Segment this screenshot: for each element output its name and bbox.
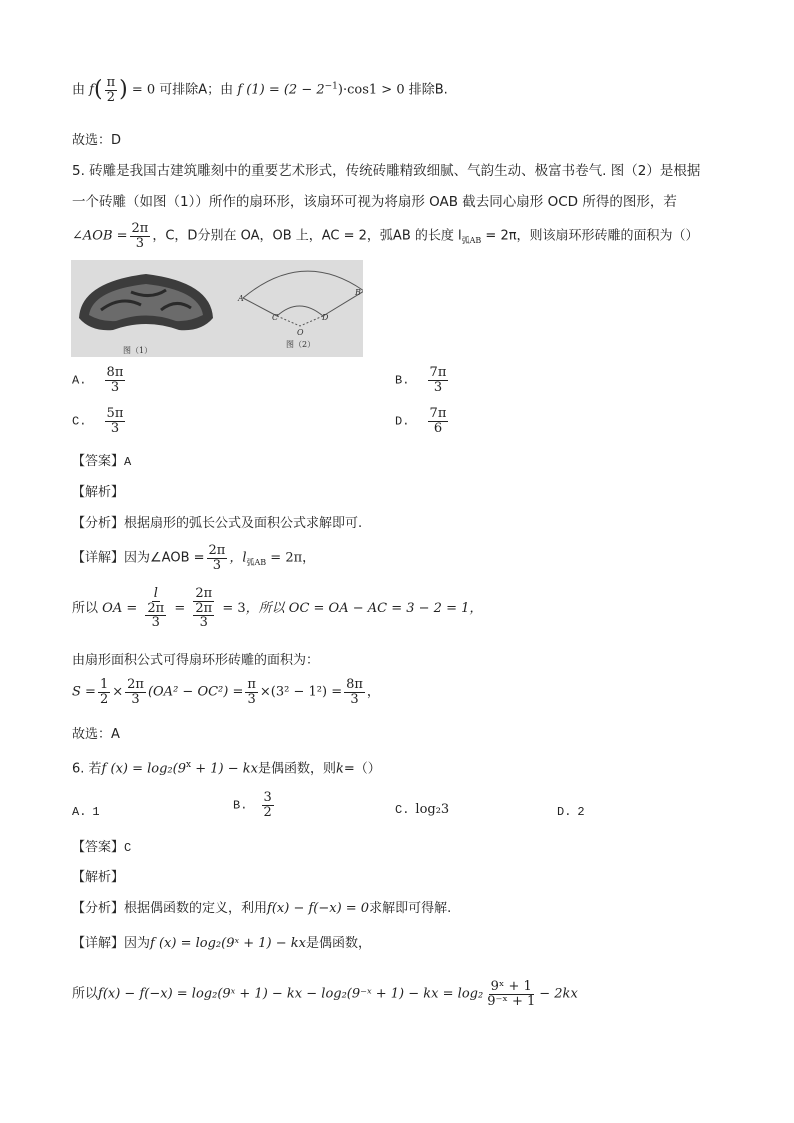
q5-option-c[interactable]: C. $\frac{5\pi}{3}$ (72, 406, 124, 436)
text: 排除B. (408, 82, 448, 98)
q5-fenxi: 【分析】根据扇形的弧长公式及面积公式求解即可. (72, 516, 363, 531)
q5-option-d[interactable]: D. $\frac{7\pi}{6}$ (395, 406, 447, 436)
brick-carving-image (79, 274, 213, 330)
q5-area-text: 由扇形面积公式可得扇环形砖雕的面积为： (72, 653, 320, 668)
previous-answer: 故选：D (72, 133, 122, 148)
q6-final-line: 所以f(x) − f(−x) = log₂(9ˣ + 1) − kx − log₂(9⁻ˣ + 1) − kx = log₂ $\frac{\text{9ˣ + 1}}{\text{9⁻ˣ + 1}}$ − 2kx (72, 979, 578, 1009)
math: f (89, 82, 94, 98)
fraction: $\frac{\pi}{2}$ (106, 75, 116, 105)
sector-diagram (243, 271, 363, 326)
text: 由 (72, 82, 86, 98)
q5-stem-line2: 一个砖雕（如图（1））所作的扇环形，该扇环可视为将扇形 OAB 截去同心扇形 OCD 所得的图形，若 (72, 194, 677, 210)
q6-option-a[interactable]: A. 1 (72, 805, 100, 819)
fig1-caption: 图（1） (123, 346, 153, 355)
q5-calc-line: 所以 OA = $\frac{l}{\frac{2\pi}{3}}$ = $\frac{2\pi}{\frac{2\pi}{3}}$ = 3，所以 OC = OA − AC = 3 − 2 = 1， (72, 586, 483, 631)
q6-answer: 【答案】C (72, 840, 132, 855)
fan-figures (71, 260, 363, 357)
label-b: B (355, 288, 361, 297)
q5-option-b[interactable]: B. $\frac{7\pi}{3}$ (395, 365, 447, 395)
label-d: D (322, 313, 329, 322)
q5-stem-line3: ∠AOB = $\frac{2\pi}{3}$ ，C，D分别在 OA，OB 上，AC = 2，弧AB 的长度 $l_{弧AB} = 2\pi$，则该扇环形砖雕的面积为（） (72, 221, 699, 251)
q5-analysis-tag: 【解析】 (72, 485, 125, 500)
label-a: A (238, 294, 244, 303)
q5-stem-line1: 5. 砖雕是我国古建筑雕刻中的重要艺术形式，传统砖雕精致细腻、气韵生动、极富书卷气. 图（2）是根据 (72, 163, 701, 179)
label-o: O (297, 328, 304, 337)
math: = 0 (127, 82, 156, 98)
math: )·cos1 > 0 (337, 82, 405, 98)
q6-detail: 【详解】因为f (x) = log₂(9ˣ + 1) − kx是偶函数， (72, 936, 371, 951)
q5-conclusion: 故选：A (72, 727, 120, 742)
line-prev-exclusion: 由 f( $\frac{\pi}{2}$ ) = 0 可排除A；由 f $(1) = (2 - 2^{-1})\cdot\cos 1 > 0$ 排除B. (72, 75, 448, 105)
q6-analysis-tag: 【解析】 (72, 870, 125, 885)
text: 可排除A；由 (159, 82, 234, 98)
q5-area-formula: S = $\frac{1}{2}$ × $\frac{2\pi}{3}$ (OA² − OC²) = $\frac{\pi}{3}$ ×(3² − 1²) = $\frac{8\pi}{3}$ ， (72, 677, 380, 707)
label-c: C (272, 313, 279, 322)
q6-option-b[interactable]: B. $\frac{3}{2}$ (233, 790, 272, 820)
q6-option-c[interactable]: C. log₂3 (395, 802, 450, 817)
q5-answer: 【答案】A (72, 454, 132, 469)
math: f (1) = (2 − 2 (237, 82, 325, 98)
q6-stem: 6. 若f $(x) = \log_2(9^x + 1)$ − kx是偶函数，则k=（） (72, 760, 381, 777)
q6-fenxi: 【分析】根据偶函数的定义，利用f(x) − f(−x) = 0求解即可得解. (72, 901, 452, 916)
q5-detail: 【详解】因为∠AOB = $\frac{2\pi}{3}$ ，$l_{弧AB} = 2\pi$， (72, 543, 316, 573)
q6-option-d[interactable]: D. 2 (557, 805, 585, 819)
q5-option-a[interactable]: A. $\frac{8\pi}{3}$ (72, 365, 124, 395)
figure-panel (71, 260, 363, 357)
fig2-caption: 图（2） (286, 340, 316, 349)
